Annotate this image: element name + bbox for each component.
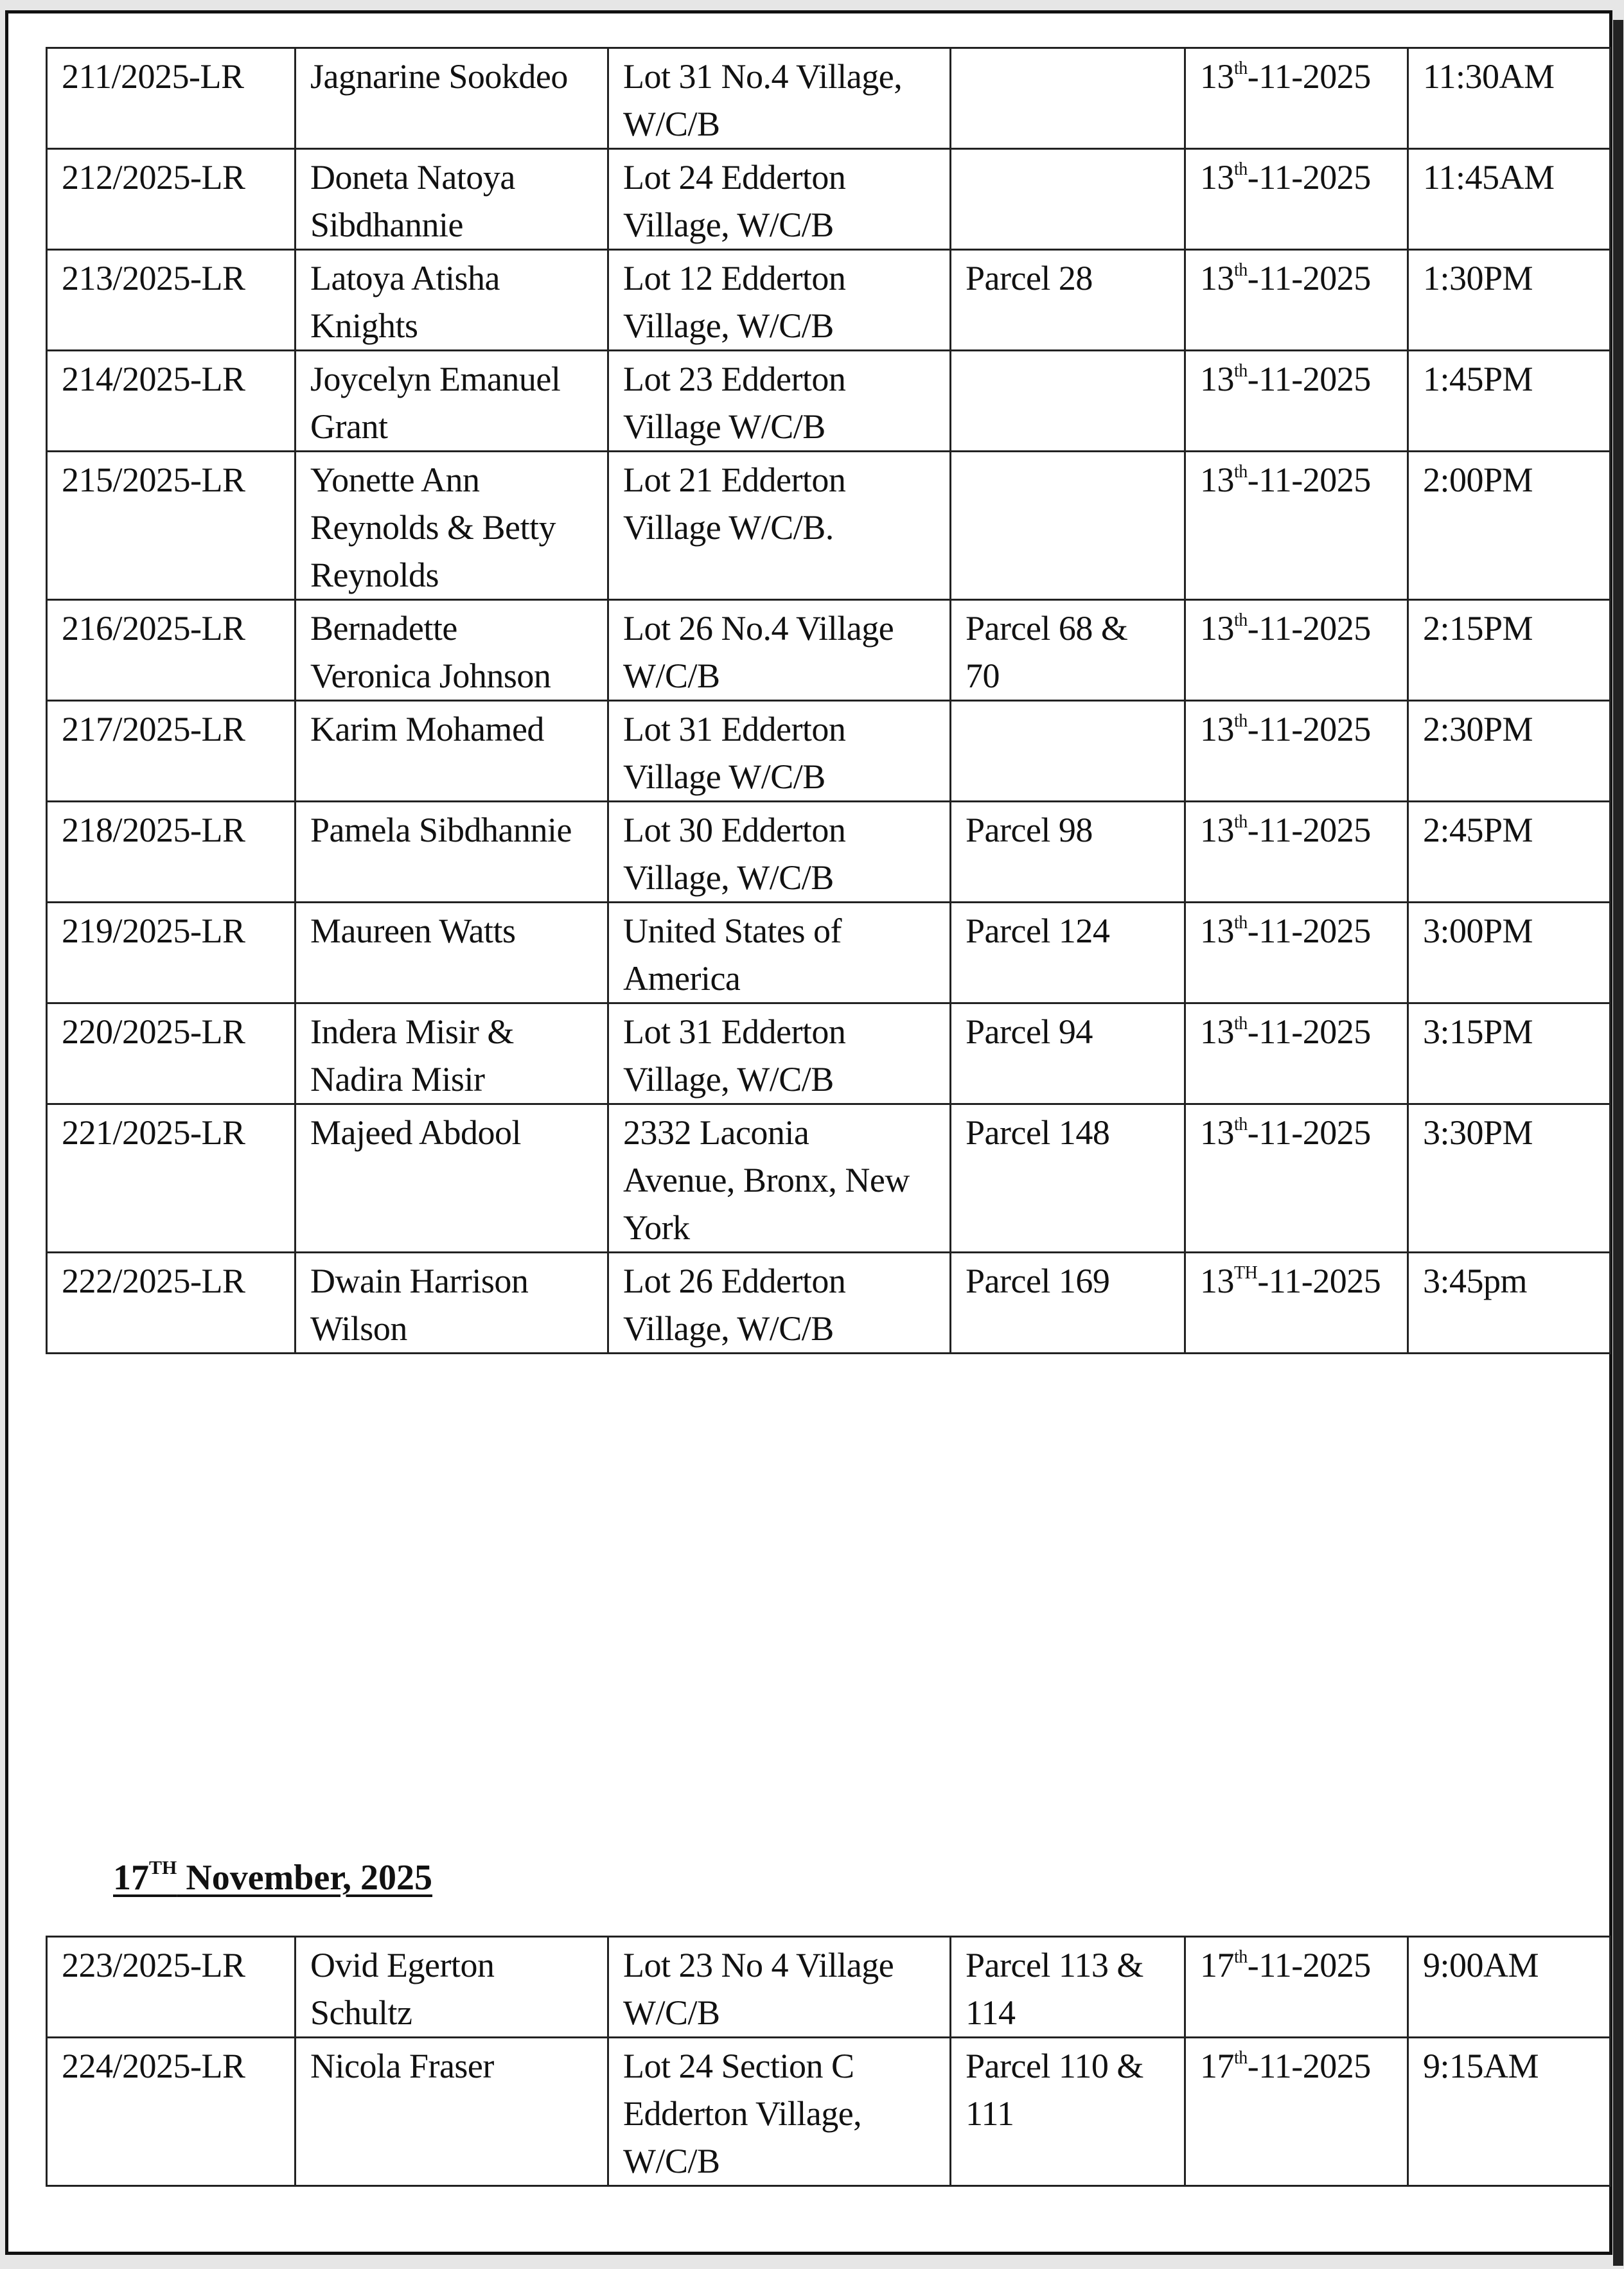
address-cell xyxy=(608,452,951,600)
date-day: 17 xyxy=(1200,1946,1234,1984)
date-month-year: -11-2025 xyxy=(1247,461,1371,499)
name-text: Bernadette Veronica Johnson xyxy=(310,609,551,695)
parcel-cell xyxy=(951,351,1185,452)
reference-number-cell xyxy=(47,600,296,701)
reference-number-cell xyxy=(47,1104,296,1253)
time-text: 1:45PM xyxy=(1423,360,1533,398)
parcel-cell xyxy=(951,2038,1185,2186)
time-text: 3:45pm xyxy=(1423,1262,1528,1300)
reference-number-cell xyxy=(47,1253,296,1354)
date-day-suffix: th xyxy=(1234,260,1248,280)
parcel-cell xyxy=(951,701,1185,802)
table-row xyxy=(47,701,1611,802)
address-cell xyxy=(608,1104,951,1253)
address-text: Lot 24 Edderton Village, W/C/B xyxy=(623,158,846,244)
time-text: 11:45AM xyxy=(1423,158,1555,197)
address-text: Lot 31 Edderton Village W/C/B xyxy=(623,710,846,796)
applicant-name-cell xyxy=(296,1104,608,1253)
parcel-text: Parcel 124 xyxy=(966,912,1110,950)
address-text: Lot 24 Section C Edderton Village, W/C/B xyxy=(623,2047,862,2180)
date-day-suffix: th xyxy=(1234,1947,1248,1967)
table-row xyxy=(47,452,1611,600)
date-day-suffix: th xyxy=(1234,361,1248,381)
date-day: 13 xyxy=(1200,609,1234,648)
name-text: Joycelyn Emanuel Grant xyxy=(310,360,561,446)
name-text: Pamela Sibdhannie xyxy=(310,811,572,849)
table-row xyxy=(47,2038,1611,2186)
address-text: Lot 21 Edderton Village W/C/B. xyxy=(623,461,846,547)
time-text: 2:15PM xyxy=(1423,609,1533,648)
hearing-time-cell xyxy=(1408,1937,1611,2038)
applicant-name-cell xyxy=(296,149,608,250)
reference-number-cell xyxy=(47,351,296,452)
date-day: 13 xyxy=(1200,811,1234,849)
hearing-time-cell xyxy=(1408,903,1611,1003)
reference-number-cell xyxy=(47,701,296,802)
ref-text: 218/2025-LR xyxy=(62,811,245,849)
heading-month-year: November, 2025 xyxy=(177,1858,433,1898)
parcel-cell xyxy=(951,149,1185,250)
hearing-date-cell xyxy=(1185,452,1408,600)
date-day: 13 xyxy=(1200,1113,1234,1152)
date-month-year: -11-2025 xyxy=(1247,57,1371,96)
parcel-text: Parcel 110 & 111 xyxy=(966,2047,1143,2133)
hearing-date-cell xyxy=(1185,351,1408,452)
reference-number-cell xyxy=(47,1937,296,2038)
ref-text: 224/2025-LR xyxy=(62,2047,245,2085)
date-month-year: -11-2025 xyxy=(1247,1012,1371,1051)
address-cell xyxy=(608,1937,951,2038)
time-text: 2:45PM xyxy=(1423,811,1533,849)
hearing-date-cell xyxy=(1185,903,1408,1003)
applicant-name-cell xyxy=(296,802,608,903)
date-month-year: -11-2025 xyxy=(1247,1946,1371,1984)
date-day: 17 xyxy=(1200,2047,1234,2085)
name-text: Majeed Abdool xyxy=(310,1113,521,1152)
applicant-name-cell xyxy=(296,701,608,802)
table-row xyxy=(47,1937,1611,2038)
date-day-suffix: th xyxy=(1234,812,1248,832)
hearing-date-cell xyxy=(1185,1253,1408,1354)
hearing-time-cell xyxy=(1408,452,1611,600)
schedule-table-13-november xyxy=(46,47,1611,1354)
applicant-name-cell xyxy=(296,351,608,452)
date-day-suffix: th xyxy=(1234,711,1248,731)
date-month-year: -11-2025 xyxy=(1247,811,1371,849)
hearing-time-cell xyxy=(1408,48,1611,149)
hearing-date-cell xyxy=(1185,149,1408,250)
table-row xyxy=(47,1104,1611,1253)
hearing-date-cell xyxy=(1185,1104,1408,1253)
time-text: 3:15PM xyxy=(1423,1012,1533,1051)
hearing-time-cell xyxy=(1408,351,1611,452)
date-month-year: -11-2025 xyxy=(1247,259,1371,297)
hearing-date-cell xyxy=(1185,48,1408,149)
date-day: 13 xyxy=(1200,57,1234,96)
name-text: Ovid Egerton Schultz xyxy=(310,1946,495,2032)
date-day-suffix: th xyxy=(1234,1115,1248,1134)
ref-text: 223/2025-LR xyxy=(62,1946,245,1984)
applicant-name-cell xyxy=(296,2038,608,2186)
ref-text: 219/2025-LR xyxy=(62,912,245,950)
table-row xyxy=(47,1003,1611,1104)
applicant-name-cell xyxy=(296,1937,608,2038)
address-cell xyxy=(608,600,951,701)
ref-text: 213/2025-LR xyxy=(62,259,245,297)
parcel-text: Parcel 94 xyxy=(966,1012,1093,1051)
address-cell xyxy=(608,1003,951,1104)
date-month-year: -11-2025 xyxy=(1247,158,1371,197)
parcel-text: Parcel 98 xyxy=(966,811,1093,849)
address-text: United States of America xyxy=(623,912,842,998)
date-day: 13 xyxy=(1200,710,1234,748)
address-text: Lot 26 No.4 Village W/C/B xyxy=(623,609,894,695)
date-day: 13 xyxy=(1200,912,1234,950)
parcel-text: Parcel 68 & 70 xyxy=(966,609,1128,695)
table-row xyxy=(47,149,1611,250)
date-day-suffix: th xyxy=(1234,2048,1248,2068)
address-text: Lot 23 No 4 Village W/C/B xyxy=(623,1946,894,2032)
hearing-date-cell xyxy=(1185,250,1408,351)
parcel-cell xyxy=(951,48,1185,149)
schedule-table-17-november xyxy=(46,1936,1611,2187)
date-day-suffix: th xyxy=(1234,610,1248,630)
name-text: Latoya Atisha Knights xyxy=(310,259,500,345)
hearing-time-cell xyxy=(1408,600,1611,701)
table-row xyxy=(47,250,1611,351)
hearing-time-cell xyxy=(1408,1003,1611,1104)
name-text: Nicola Fraser xyxy=(310,2047,494,2085)
ref-text: 215/2025-LR xyxy=(62,461,245,499)
address-cell xyxy=(608,1253,951,1354)
parcel-cell xyxy=(951,1003,1185,1104)
address-text: Lot 31 Edderton Village, W/C/B xyxy=(623,1012,846,1099)
parcel-cell xyxy=(951,600,1185,701)
date-month-year: -11-2025 xyxy=(1247,710,1371,748)
hearing-time-cell xyxy=(1408,802,1611,903)
table-row xyxy=(47,351,1611,452)
address-cell xyxy=(608,48,951,149)
date-day-suffix: th xyxy=(1234,1014,1248,1034)
section-heading-17-november xyxy=(113,1857,432,1898)
reference-number-cell xyxy=(47,1003,296,1104)
applicant-name-cell xyxy=(296,48,608,149)
name-text: Karim Mohamed xyxy=(310,710,544,748)
hearing-date-cell xyxy=(1185,600,1408,701)
date-day: 13 xyxy=(1200,1262,1234,1300)
reference-number-cell xyxy=(47,149,296,250)
table-row xyxy=(47,903,1611,1003)
date-day-suffix: th xyxy=(1234,913,1248,933)
hearing-time-cell xyxy=(1408,149,1611,250)
parcel-cell xyxy=(951,250,1185,351)
address-cell xyxy=(608,149,951,250)
ref-text: 220/2025-LR xyxy=(62,1012,245,1051)
applicant-name-cell xyxy=(296,600,608,701)
name-text: Doneta Natoya Sibdhannie xyxy=(310,158,515,244)
parcel-text: Parcel 28 xyxy=(966,259,1093,297)
hearing-date-cell xyxy=(1185,2038,1408,2186)
date-month-year: -11-2025 xyxy=(1257,1262,1381,1300)
date-day-suffix: th xyxy=(1234,58,1248,78)
date-month-year: -11-2025 xyxy=(1247,2047,1371,2085)
name-text: Indera Misir & Nadira Misir xyxy=(310,1012,514,1099)
hearing-time-cell xyxy=(1408,1253,1611,1354)
name-text: Yonette Ann Reynolds & Betty Reynolds xyxy=(310,461,556,594)
time-text: 9:00AM xyxy=(1423,1946,1539,1984)
date-day-suffix: th xyxy=(1234,462,1248,482)
time-text: 3:30PM xyxy=(1423,1113,1533,1152)
address-cell xyxy=(608,903,951,1003)
table-row xyxy=(47,1253,1611,1354)
time-text: 1:30PM xyxy=(1423,259,1533,297)
parcel-cell xyxy=(951,1937,1185,2038)
table-row xyxy=(47,600,1611,701)
ref-text: 212/2025-LR xyxy=(62,158,245,197)
address-text: Lot 12 Edderton Village, W/C/B xyxy=(623,259,846,345)
parcel-cell xyxy=(951,1253,1185,1354)
name-text: Dwain Harrison Wilson xyxy=(310,1262,529,1348)
address-text: Lot 23 Edderton Village W/C/B xyxy=(623,360,846,446)
table-row xyxy=(47,48,1611,149)
address-cell xyxy=(608,802,951,903)
date-day: 13 xyxy=(1200,461,1234,499)
parcel-cell xyxy=(951,802,1185,903)
table-row xyxy=(47,802,1611,903)
hearing-time-cell xyxy=(1408,701,1611,802)
parcel-cell xyxy=(951,903,1185,1003)
address-text: 2332 Laconia Avenue, Bronx, New York xyxy=(623,1113,910,1247)
ref-text: 221/2025-LR xyxy=(62,1113,245,1152)
hearing-time-cell xyxy=(1408,1104,1611,1253)
ref-text: 217/2025-LR xyxy=(62,710,245,748)
ref-text: 211/2025-LR xyxy=(62,57,244,96)
ref-text: 222/2025-LR xyxy=(62,1262,245,1300)
reference-number-cell xyxy=(47,452,296,600)
reference-number-cell xyxy=(47,2038,296,2186)
hearing-date-cell xyxy=(1185,1937,1408,2038)
address-cell xyxy=(608,701,951,802)
date-month-year: -11-2025 xyxy=(1247,1113,1371,1152)
time-text: 3:00PM xyxy=(1423,912,1533,950)
date-day: 13 xyxy=(1200,158,1234,197)
time-text: 2:30PM xyxy=(1423,710,1533,748)
hearing-time-cell xyxy=(1408,250,1611,351)
date-day: 13 xyxy=(1200,259,1234,297)
address-cell xyxy=(608,250,951,351)
heading-day-suffix: TH xyxy=(149,1857,177,1878)
heading-day: 17 xyxy=(113,1858,149,1898)
time-text: 11:30AM xyxy=(1423,57,1555,96)
reference-number-cell xyxy=(47,48,296,149)
date-day: 13 xyxy=(1200,1012,1234,1051)
date-month-year: -11-2025 xyxy=(1247,912,1371,950)
date-month-year: -11-2025 xyxy=(1247,360,1371,398)
applicant-name-cell xyxy=(296,452,608,600)
date-day-suffix: TH xyxy=(1234,1263,1258,1283)
hearing-date-cell xyxy=(1185,802,1408,903)
address-text: Lot 26 Edderton Village, W/C/B xyxy=(623,1262,846,1348)
parcel-cell xyxy=(951,1104,1185,1253)
time-text: 2:00PM xyxy=(1423,461,1533,499)
address-text: Lot 31 No.4 Village, W/C/B xyxy=(623,57,903,143)
date-day: 13 xyxy=(1200,360,1234,398)
parcel-cell xyxy=(951,452,1185,600)
ref-text: 214/2025-LR xyxy=(62,360,245,398)
name-text: Jagnarine Sookdeo xyxy=(310,57,568,96)
parcel-text: Parcel 113 & 114 xyxy=(966,1946,1143,2032)
parcel-text: Parcel 169 xyxy=(966,1262,1110,1300)
address-text: Lot 30 Edderton Village, W/C/B xyxy=(623,811,846,897)
date-month-year: -11-2025 xyxy=(1247,609,1371,648)
name-text: Maureen Watts xyxy=(310,912,516,950)
applicant-name-cell xyxy=(296,903,608,1003)
address-cell xyxy=(608,2038,951,2186)
parcel-text: Parcel 148 xyxy=(966,1113,1110,1152)
reference-number-cell xyxy=(47,250,296,351)
applicant-name-cell xyxy=(296,1253,608,1354)
reference-number-cell xyxy=(47,903,296,1003)
document-page xyxy=(5,10,1612,2255)
hearing-date-cell xyxy=(1185,701,1408,802)
applicant-name-cell xyxy=(296,250,608,351)
reference-number-cell xyxy=(47,802,296,903)
time-text: 9:15AM xyxy=(1423,2047,1539,2085)
address-cell xyxy=(608,351,951,452)
hearing-date-cell xyxy=(1185,1003,1408,1104)
hearing-time-cell xyxy=(1408,2038,1611,2186)
ref-text: 216/2025-LR xyxy=(62,609,245,648)
date-day-suffix: th xyxy=(1234,159,1248,179)
applicant-name-cell xyxy=(296,1003,608,1104)
